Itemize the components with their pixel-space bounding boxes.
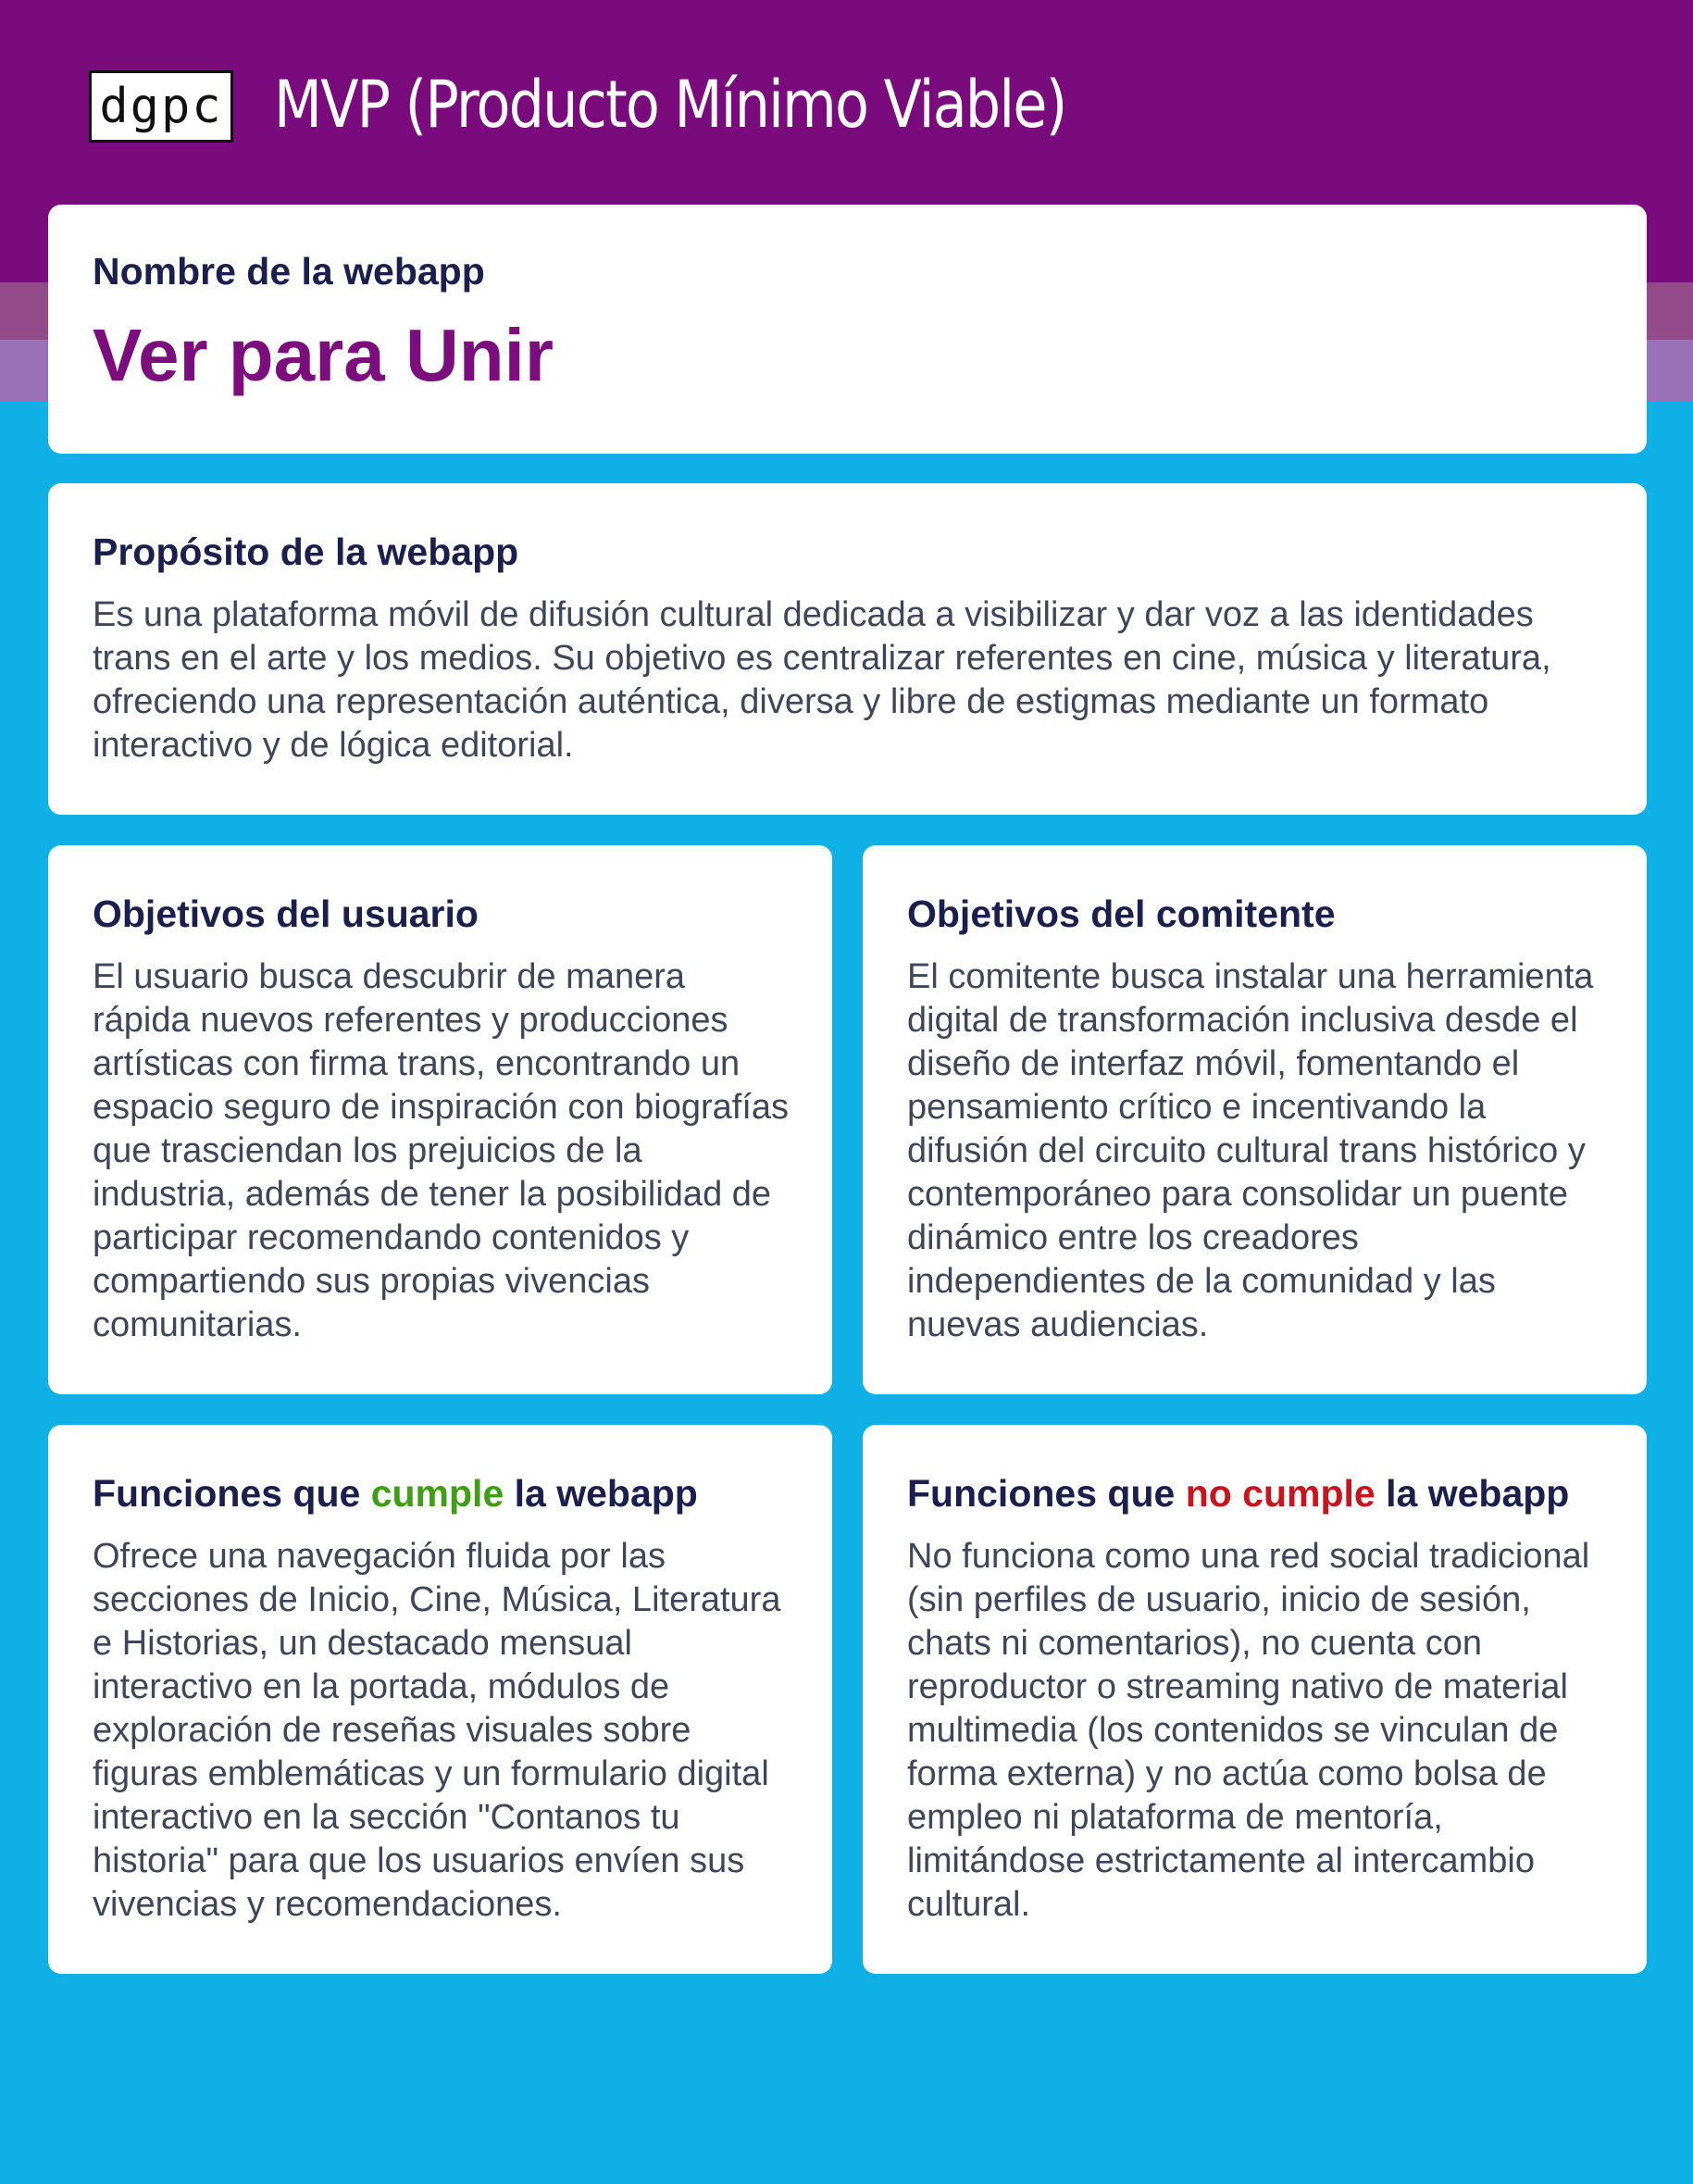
dgpc-logo: [89, 70, 233, 143]
functions-no-title: [907, 1471, 1604, 1516]
functions-yes-title-prefix: Funciones que: [93, 1472, 371, 1515]
purpose-body: Es una plataforma móvil de difusión cultural dedicada a visibilizar y dar voz a las identidades trans en el arte y los medios. Su objetivo es centralizar referentes en cine, música y literatura, ofreciendo una representación auténtica, diversa y libre de estigmas mediante un formato interactivo y de lógica editorial.: [93, 595, 1551, 766]
user-goals-card: [48, 845, 832, 1394]
client-goals-card: [863, 845, 1647, 1394]
purpose-title: Propósito de la webapp: [93, 530, 519, 573]
functions-yes-highlight: cumple: [370, 1472, 504, 1515]
client-goals-title: Objetivos del comitente: [907, 892, 1336, 935]
name-label: Nombre de la webapp: [93, 250, 485, 293]
functions-no-title-prefix: Funciones que: [907, 1472, 1186, 1515]
app-name: Ver para Unir: [93, 314, 554, 397]
name-card: [48, 205, 1647, 454]
client-goals-body: El comitente busca instalar una herramienta digital de transformación inclusiva desde el diseño de interfaz móvil, fomentando el pensamiento crítico e incentivando la difusión del circuito cultural trans histórico y contemporáneo para consolidar un puente dinámico entre los creadores independientes de la comunidad y las nuevas audiencias.: [907, 957, 1594, 1345]
functions-yes-card: [48, 1425, 832, 1974]
user-goals-title: Objetivos del usuario: [93, 892, 479, 935]
functions-yes-body: Ofrece una navegación fluida por las secciones de Inicio, Cine, Música, Literatura e Historias, un destacado mensual interactivo en la portada, módulos de exploración de reseñas visuales sobre figuras emblemáticas y un formulario digital interactivo en la sección "Contanos tu historia" para que los usuarios envíen sus vivencias y recomendaciones.: [93, 1537, 781, 1925]
purpose-card: [48, 483, 1647, 815]
functions-no-highlight: no cumple: [1185, 1472, 1376, 1515]
page-title: MVP (Producto Mínimo Viable): [274, 67, 1066, 143]
functions-yes-title: [93, 1471, 790, 1516]
functions-no-card: [863, 1425, 1647, 1974]
functions-no-body: No funciona como una red social tradicional (sin perfiles de usuario, inicio de sesión, chats ni comentarios), no cuenta con reproductor o streaming nativo de material multimedia (los contenidos se vinculan de forma externa) y no actúa como bolsa de empleo ni plataforma de mentoría, limitándose estrictamente al intercambio cultural.: [907, 1537, 1590, 1925]
functions-no-title-suffix: la webapp: [1375, 1472, 1570, 1515]
user-goals-body: El usuario busca descubrir de manera rápida nuevos referentes y producciones artísticas con firma trans, encontrando un espacio seguro de inspiración con biografías que trasciendan los prejuicios de la industria, además de tener la posibilidad de participar recomendando contenidos y compartiendo sus propias vivencias comunitarias.: [93, 957, 790, 1345]
functions-yes-title-suffix: la webapp: [504, 1472, 698, 1515]
logo-text: dgpc: [99, 79, 223, 134]
